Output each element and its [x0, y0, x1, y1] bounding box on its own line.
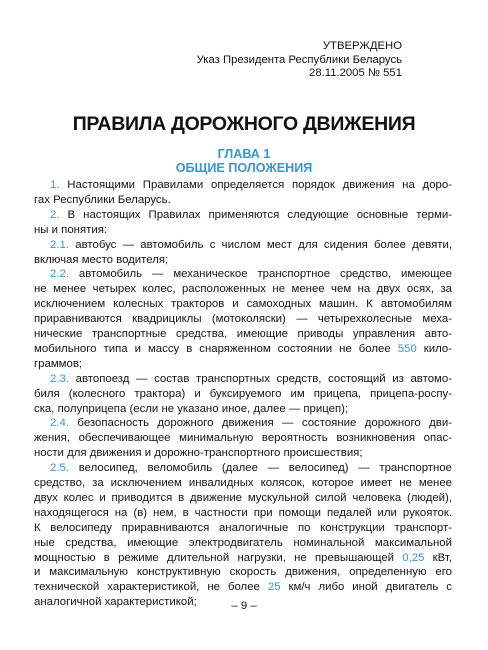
chapter-number: ГЛАВА 1 [217, 147, 271, 161]
text-line [34, 536, 452, 551]
text-line [50, 238, 452, 253]
text-line [34, 223, 107, 238]
highlighted-number: 2.3. [50, 372, 76, 385]
text-span: граммов; [34, 357, 83, 370]
text-span: не менее четырех колес, расположенных не менее чем на двух осях, за [34, 283, 452, 296]
text-span: мощностью в режиме длительной нагрузки, не превышающей [34, 551, 403, 564]
text-line [50, 372, 452, 387]
text-line [34, 387, 452, 402]
text-span: включая место водителя; [34, 253, 169, 266]
text-line [34, 327, 452, 342]
approval-date: 28.11.2005 № 551 [309, 67, 402, 79]
text-span: приравниваются квадрициклы (мотоколяски) — четырехколесные меха- [34, 313, 452, 326]
text-line [50, 208, 452, 223]
text-span: км/ч либо иной двигатель с [280, 581, 453, 594]
text-line [34, 253, 168, 268]
text-line [50, 416, 452, 431]
approval-decree: Указ Президента Республики Беларусь [196, 53, 402, 66]
highlighted-number: 25 [267, 581, 281, 594]
chapter-name: ОБЩИЕ ПОЛОЖЕНИЯ [175, 161, 313, 175]
text-span: автобус — автомобиль с числом мест для сидения более девяти, [75, 238, 452, 251]
highlighted-number: 1. [50, 179, 68, 191]
text-span: двух колес и приводится в движение мускульной силой человека (людей), [34, 491, 452, 504]
text-line [34, 402, 348, 417]
text-line [34, 193, 171, 208]
text-span: кВт, [424, 551, 452, 564]
text-line [34, 297, 452, 312]
text-span: технической характеристикой, не более [34, 581, 268, 594]
highlighted-number: 2.2. [50, 268, 79, 281]
chapter-heading [0, 147, 488, 175]
text-line [34, 551, 452, 566]
text-span: автопоезд — состав транспортных средств, состоящий из автомо- [75, 372, 452, 385]
text-line [34, 342, 452, 357]
text-span: жения, обеспечивающее минимальную вероятность возникновения опас- [34, 432, 452, 445]
text-span: велосипед, веломобиль (далее — велосипед) — транспортное [78, 462, 452, 475]
text-span: ные средства, имеющие электродвигатель номинальной максимальной [34, 536, 452, 549]
page-number: – 9 – [231, 600, 257, 612]
text-span: ска, полуприцепа (если не указано иное, далее — прицеп); [34, 402, 349, 415]
highlighted-number: 2.4. [50, 417, 78, 430]
text-span: К велосипеду приравниваются аналогичные по конструкции транспорт- [34, 521, 452, 534]
text-span: мобильного типа и массу в снаряженном состоянии не более [34, 342, 398, 355]
text-line [34, 580, 452, 595]
text-span: безопасность дорожного движения — состояние дорожного дви- [77, 417, 452, 430]
text-line [34, 521, 452, 536]
highlighted-number: 2. [50, 208, 68, 221]
highlighted-number: 0,25 [402, 551, 425, 564]
approval-heading: УТВЕРЖДЕНО [322, 40, 402, 52]
text-span: исключением колесных тракторов и самоходных машин. К автомобилям [34, 298, 452, 311]
approval-stamp [197, 40, 402, 81]
text-span: гах Республики Беларусь. [34, 193, 171, 206]
text-line [34, 491, 452, 506]
text-line [34, 446, 363, 461]
text-span: аналогичной характеристикой; [34, 596, 197, 609]
text-span: находящегося на (в) нем, в частности при помощи педалей или рукояток. [34, 506, 452, 519]
document-title: ПРАВИЛА ДОРОЖНОГО ДВИЖЕНИЯ [72, 113, 416, 135]
text-span: ны и понятия: [34, 223, 108, 236]
text-span: нические транспортные средства, имеющие приводы управления авто- [34, 328, 452, 340]
text-span: биля (колесного трактора) и буксируемого им прицепа, прицепа-роспу- [34, 387, 452, 400]
text-span: Настоящими Правилами определяется порядок движения на доро- [67, 179, 452, 191]
highlighted-number: 2.5. [50, 462, 79, 475]
text-line [50, 461, 452, 476]
text-line [34, 565, 452, 580]
text-line [34, 506, 452, 521]
text-span: автомобиль — механическое транспортное средство, имеющее [78, 268, 453, 281]
text-line [50, 267, 452, 282]
text-span: средство, за исключением инвалидных колясок, которое имеет не менее [34, 477, 452, 489]
text-line [34, 357, 82, 372]
text-span: кило- [416, 342, 452, 355]
text-span: ности для движения и дорожно-транспортного происшествия; [34, 447, 363, 460]
text-span: и максимальную конструктивную скорость движения, определенную его [34, 566, 452, 579]
text-line [34, 431, 452, 446]
highlighted-number: 550 [397, 342, 417, 355]
text-line [50, 178, 452, 193]
text-line [34, 476, 452, 491]
text-span: В настоящих Правилах применяются следующие основные терми- [67, 208, 452, 221]
text-line [34, 282, 452, 297]
highlighted-number: 2.1. [50, 238, 76, 251]
text-line [34, 312, 452, 327]
